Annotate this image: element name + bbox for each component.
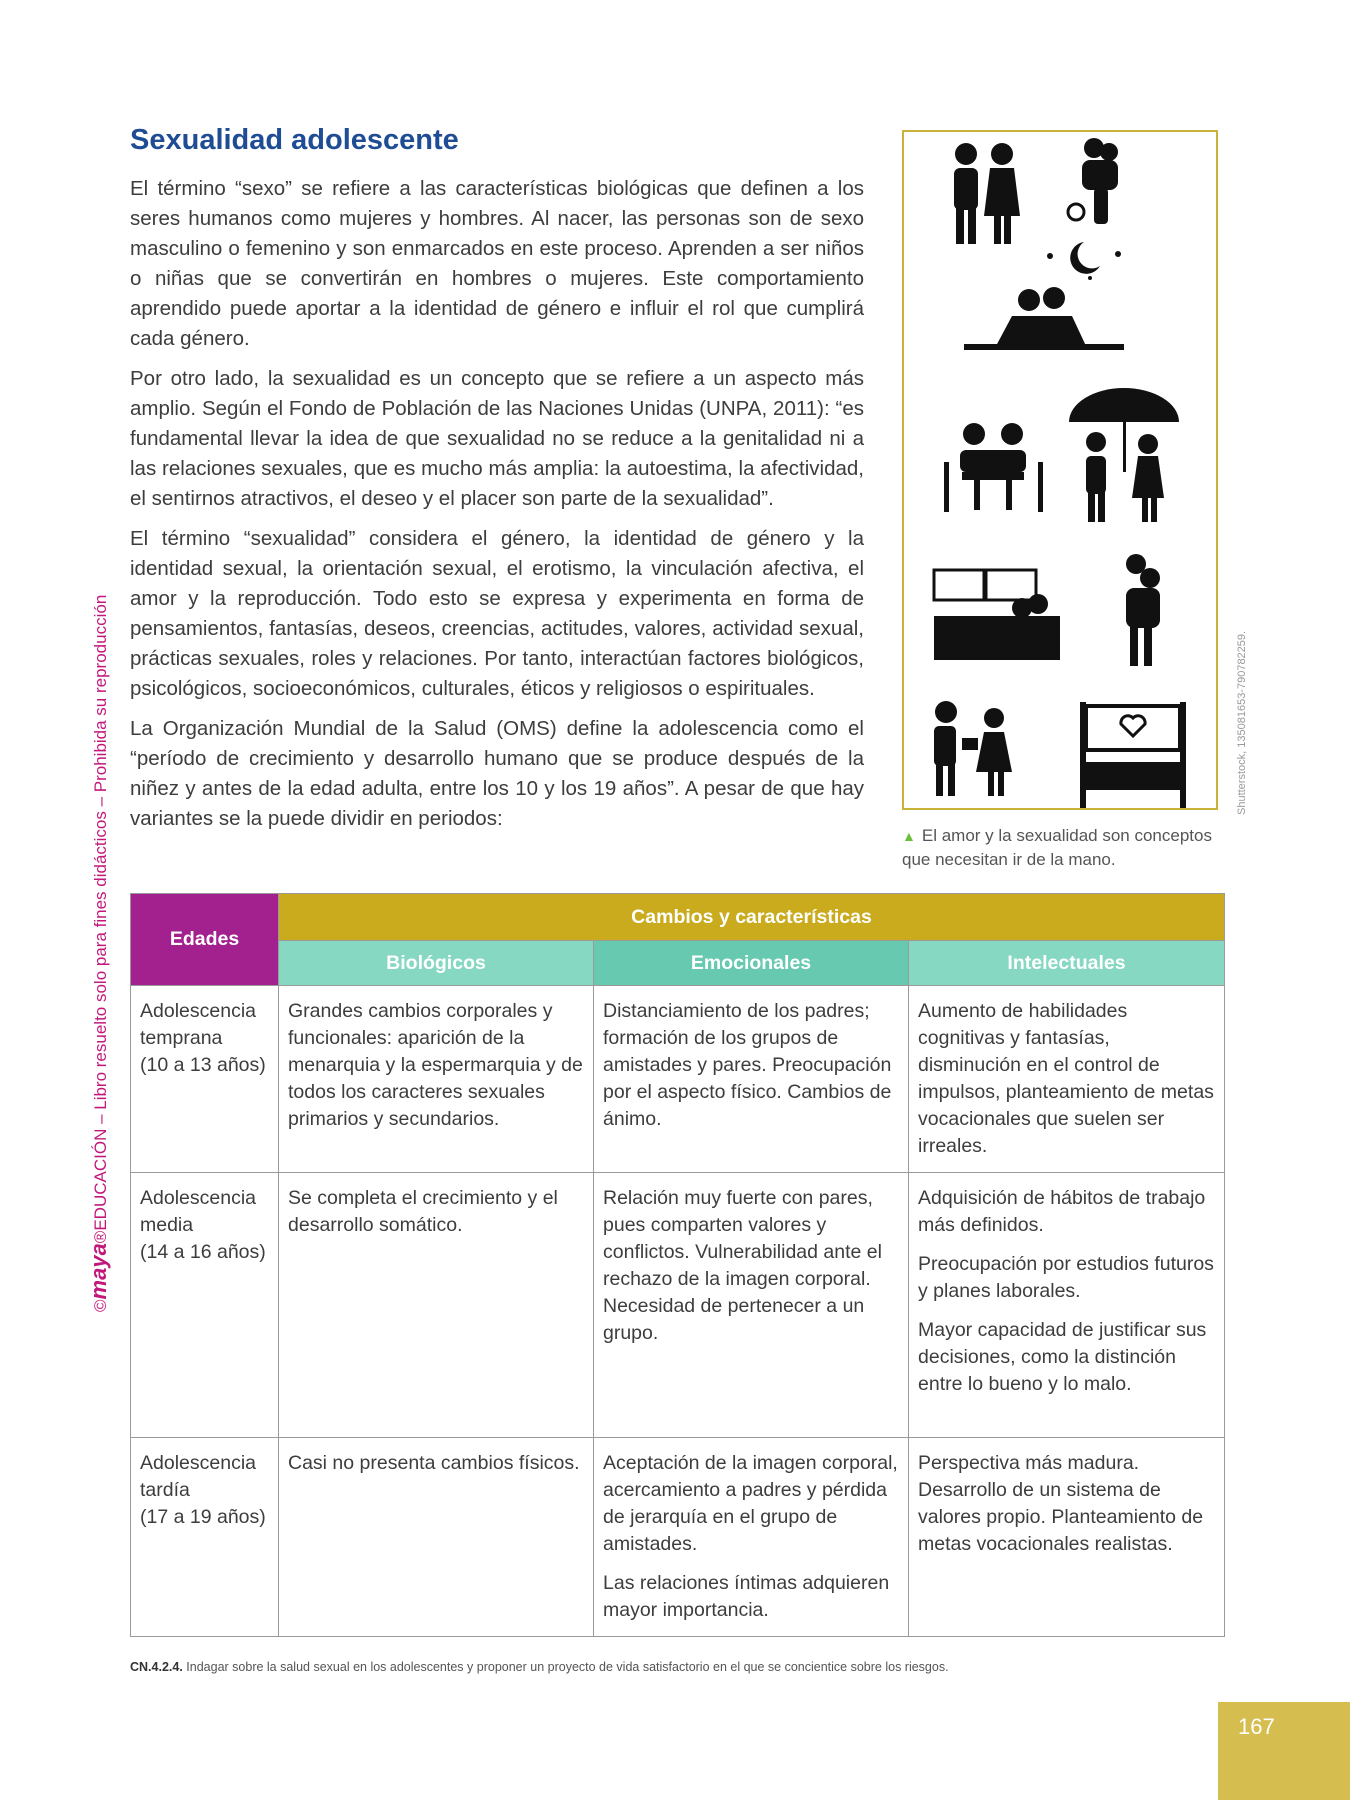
header-ages: Edades	[131, 894, 279, 986]
header-emotional: Emocionales	[594, 941, 909, 986]
standing-couple-icon	[954, 143, 1020, 244]
emotional-cell: Relación muy fuerte con pares, pues comparten valores y conflictos. Vulnerabilidad ante el rechazo de la imagen corporal. Necesidad de pertenecer a un grupo.	[594, 1173, 909, 1438]
gift-couple-icon	[934, 701, 1012, 796]
figure-caption	[902, 824, 1222, 871]
header-changes: Cambios y características	[279, 894, 1225, 941]
copyright-side-note	[86, 595, 112, 1312]
moonlight-couple-icon	[964, 242, 1124, 350]
emotional-cell: Aceptación de la imagen corporal, acercamiento a padres y pérdida de jerarquía en el grupo de amistades. Las relaciones íntimas adquieren mayor importancia.	[594, 1438, 909, 1637]
biological-cell: Se completa el crecimiento y el desarrollo somático.	[279, 1173, 594, 1438]
caption-triangle-icon: ▲	[902, 828, 916, 844]
body-text	[130, 174, 864, 844]
intellectual-cell: Perspectiva más madura. Desarrollo de un sistema de valores propio. Planteamiento de metas vocacionales realistas.	[909, 1438, 1225, 1637]
table-row	[131, 1173, 1225, 1438]
paragraph-1: El término “sexo” se refiere a las características biológicas que definen a los seres humanos como mujeres y hombres. Al nacer, las personas son de sexo masculino o femenino y son enmarcados en este proceso. Aprenden a ser niños o niñas que se convertirán en hombres o mujeres. Este comportamiento aprendido puede aportar a la identidad de género e influir el rol que cumplirá cada género.	[130, 177, 864, 350]
intellectual-cell: Aumento de habilidades cognitivas y fantasías, disminución en el control de impulsos, planteamiento de metas vocacionales que suelen ser irreales.	[909, 986, 1225, 1173]
dinner-couple-icon	[944, 423, 1043, 512]
table-header-row	[131, 894, 1225, 941]
adolescence-table	[130, 893, 1225, 1637]
scooter-couple-icon	[1068, 138, 1118, 224]
paragraph-4: La Organización Mundial de la Salud (OMS) define la adolescencia como el “período de crecimiento y desarrollo humano que se produce después de la niñez y antes de la edad adulta, entre los 10 y los 19 años”. A pesar de que hay variantes se la puede dividir en periodos:	[130, 717, 864, 830]
age-cell: Adolescencia tardía (17 a 19 años)	[131, 1438, 279, 1637]
header-intellectual: Intelectuales	[909, 941, 1225, 986]
age-cell: Adolescencia media (14 a 16 años)	[131, 1173, 279, 1438]
biological-cell: Casi no presenta cambios físicos.	[279, 1438, 594, 1637]
intellectual-cell: Adquisición de hábitos de trabajo más definidos. Preocupación por estudios futuros y planes laborales. Mayor capacidad de justificar sus decisiones, como la distinción entre lo bueno y lo malo.	[909, 1173, 1225, 1438]
biological-cell: Grandes cambios corporales y funcionales: aparición de la menarquia y la espermarquia y de todos los caracteres sexuales primarios y secundarios.	[279, 986, 594, 1173]
caption-text: El amor y la sexualidad son conceptos que necesitan ir de la mano.	[902, 826, 1212, 869]
table-subheader-row	[131, 941, 1225, 986]
paragraph-2: Por otro lado, la sexualidad es un concepto que se refiere a un aspecto más amplio. Según el Fondo de Población de las Naciones Unidas (UNPA, 2011): “es fundamental llevar la idea de que sexualidad no se reduce a la genitalidad ni a las relaciones sexuales, que es mucho más amplia: la autoestima, la afectividad, el sentirnos atractivos, el deseo y el placer son parte de la sexualidad”.	[130, 367, 864, 510]
cinema-couple-icon	[934, 570, 1060, 660]
curriculum-code: CN.4.2.4.	[130, 1660, 183, 1674]
couples-pictograms	[904, 132, 1216, 808]
copyright-text: ®EDUCACIÓN – Libro resuelto solo para fines didácticos – Prohibida su reproducción	[91, 594, 110, 1244]
table-row	[131, 986, 1225, 1173]
copyright-symbol: ©	[91, 1299, 110, 1312]
brand-name: maya	[86, 1243, 111, 1300]
paragraph-3: El término “sexualidad” considera el género, la identidad de género y la identidad sexual, la orientación sexual, el erotismo, la vinculación afectiva, el amor y la reproducción. Todo esto se expresa y experimenta en forma de pensamientos, fantasías, deseos, creencias, actitudes, valores, actividad sexual, prácticas sexuales, roles y relaciones. Por tanto, interactúan factores biológicos, psicológicos, socioeconómicos, culturales, éticos y religiosos o espirituales.	[130, 527, 864, 700]
curriculum-text: Indagar sobre la salud sexual en los adolescentes y proponer un proyecto de vida satisfactorio en el que se concientice sobre los riesgos.	[186, 1660, 949, 1674]
table-row	[131, 1438, 1225, 1637]
image-credit: Shutterstock, 135081653-790782259.	[1236, 630, 1248, 815]
hugging-couple-icon	[1126, 554, 1160, 666]
curriculum-note	[130, 1660, 949, 1674]
bed-heart-icon	[1080, 702, 1186, 808]
emotional-cell: Distanciamiento de los padres; formación de los grupos de amistades y pares. Preocupación por el aspecto físico. Cambios de ánimo.	[594, 986, 909, 1173]
couples-illustration	[902, 130, 1218, 810]
page-title: Sexualidad adolescente	[130, 124, 459, 156]
age-cell: Adolescencia temprana (10 a 13 años)	[131, 986, 279, 1173]
umbrella-couple-icon	[1069, 388, 1179, 522]
header-biological: Biológicos	[279, 941, 594, 986]
page-number: 167	[1218, 1702, 1350, 1800]
